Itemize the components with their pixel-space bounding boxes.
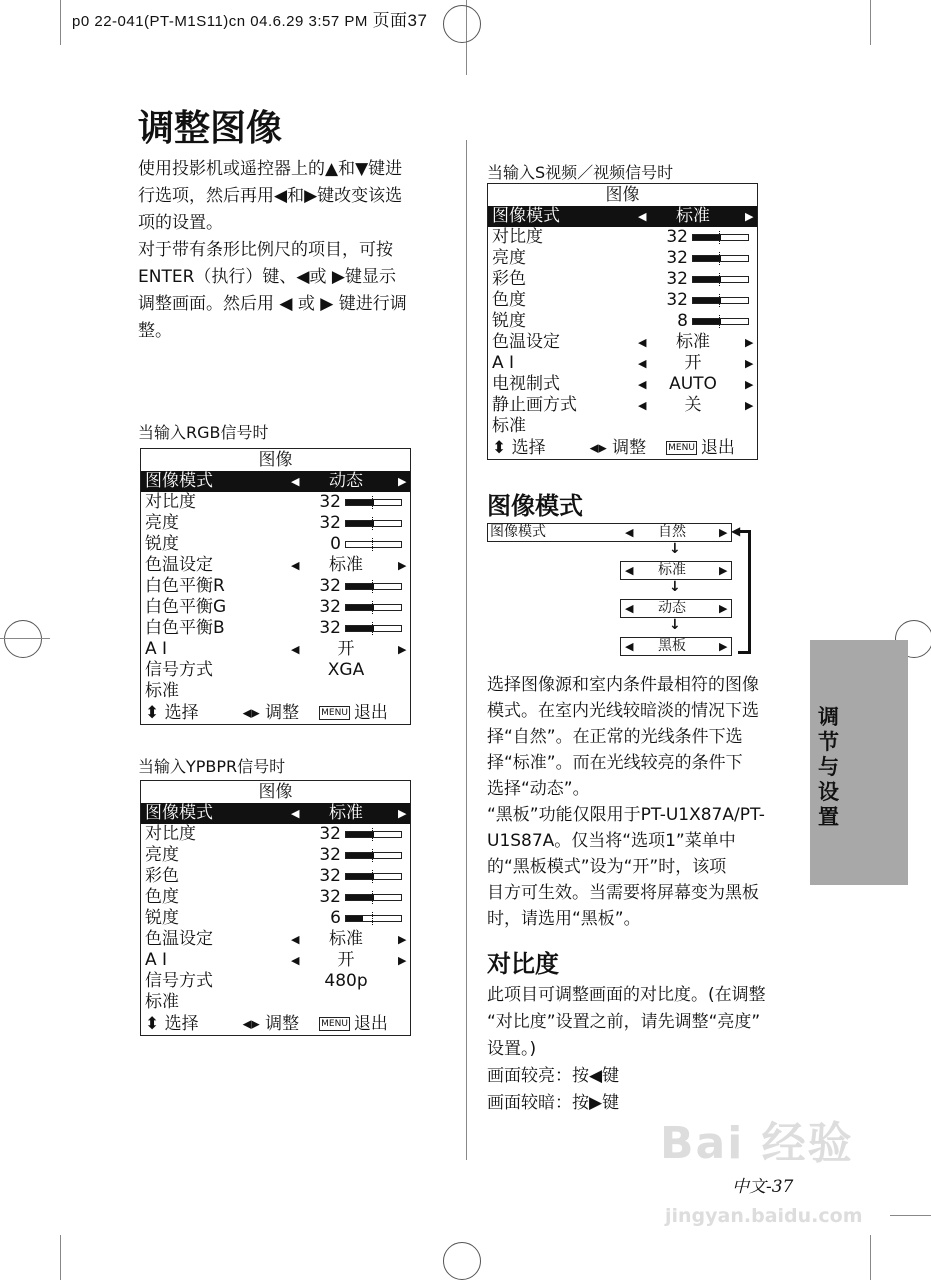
slider-center-mark bbox=[719, 231, 720, 244]
slider-fill bbox=[346, 916, 363, 921]
flow-option-box bbox=[620, 599, 732, 618]
left-arrow-icon: ◀ bbox=[638, 399, 647, 412]
slider-center-mark bbox=[719, 252, 720, 265]
side-tab-label: 调节与设置 bbox=[818, 705, 839, 829]
menu-row[interactable] bbox=[141, 824, 410, 845]
menu-row[interactable] bbox=[141, 534, 410, 555]
slider-center-mark bbox=[719, 294, 720, 307]
slider-bar bbox=[692, 297, 749, 304]
text-line: 调整画面。然后用 ◀ 或 ▶ 键进行调 bbox=[138, 294, 407, 314]
menu-row-value: 32 bbox=[319, 887, 341, 907]
left-arrow-icon: ◀ bbox=[625, 602, 634, 615]
slider-center-mark bbox=[372, 601, 373, 614]
menu-row[interactable] bbox=[141, 471, 410, 492]
text-line: 对于带有条形比例尺的项目，可按 bbox=[138, 240, 393, 260]
menu-row-label: 色温设定 bbox=[145, 555, 213, 575]
menu-row[interactable] bbox=[488, 395, 757, 416]
slider-bar bbox=[345, 499, 402, 506]
footer-adjust-label: 调整 bbox=[265, 1014, 300, 1034]
slider-bar bbox=[692, 234, 749, 241]
menu-row-value: 0 bbox=[330, 534, 341, 554]
menu-row-value: 32 bbox=[319, 845, 341, 865]
text-line: 择“自然”。在正常的光线条件下选 bbox=[487, 727, 743, 747]
menu-row-value: 动态 bbox=[329, 471, 363, 491]
up-down-icon: ⬍ bbox=[145, 703, 165, 723]
left-arrow-icon: ◀ bbox=[638, 210, 647, 223]
menu-row-label: 对比度 bbox=[145, 824, 196, 844]
menu-row[interactable] bbox=[488, 227, 757, 248]
menu-key-icon: MENU bbox=[668, 443, 695, 453]
crop-mark bbox=[60, 0, 61, 45]
text-line: 择“标准”。而在光线较亮的条件下 bbox=[487, 753, 743, 773]
slider-center-mark bbox=[372, 849, 373, 862]
menu-row[interactable] bbox=[488, 311, 757, 332]
slider-bar bbox=[345, 583, 402, 590]
footer-exit-label: 退出 bbox=[353, 1014, 388, 1034]
menu-row[interactable] bbox=[141, 513, 410, 534]
menu-row-label: 标准 bbox=[145, 992, 179, 1012]
menu-row-label: 白色平衡R bbox=[145, 576, 225, 596]
menu-row-value: 6 bbox=[330, 908, 341, 928]
down-arrow-icon: ↓ bbox=[669, 617, 681, 633]
down-arrow-icon: ↓ bbox=[669, 541, 681, 557]
slider-center-mark bbox=[372, 496, 373, 509]
slider-center-mark bbox=[719, 273, 720, 286]
right-arrow-icon: ▶ bbox=[719, 602, 728, 615]
menu-footer bbox=[488, 437, 757, 459]
right-arrow-icon: ▶ bbox=[398, 559, 407, 572]
right-arrow-icon: ▶ bbox=[745, 357, 754, 370]
menu-row-value: 32 bbox=[666, 227, 688, 247]
text-line: 选择图像源和室内条件最相符的图像 bbox=[487, 675, 759, 695]
menu-row-value: 8 bbox=[677, 311, 688, 331]
crop-mark bbox=[870, 0, 871, 45]
menu-row[interactable] bbox=[141, 660, 410, 681]
menu-row-label: 彩色 bbox=[145, 866, 179, 886]
menu-row-label: 对比度 bbox=[145, 492, 196, 512]
slider-fill bbox=[346, 626, 374, 631]
menu-row[interactable] bbox=[141, 866, 410, 887]
menu-row-value: 标准 bbox=[329, 929, 363, 949]
menu-row-value: 32 bbox=[319, 513, 341, 533]
footer-adjust-label: 调整 bbox=[265, 703, 300, 723]
menu-row[interactable] bbox=[488, 269, 757, 290]
menu-row-value: 32 bbox=[666, 248, 688, 268]
menu-row-label: A I bbox=[145, 950, 168, 970]
left-arrow-icon: ◀ bbox=[638, 378, 647, 391]
flow-option: 动态 bbox=[658, 600, 686, 616]
right-arrow-icon: ▶ bbox=[398, 933, 407, 946]
right-arrow-icon: ▶ bbox=[719, 526, 728, 539]
menu-key-icon: MENU bbox=[321, 1019, 348, 1029]
menu-row-value: 32 bbox=[319, 866, 341, 886]
menu-row-value: AUTO bbox=[669, 374, 717, 394]
crop-mark bbox=[870, 1235, 871, 1280]
menu-caption: 当输入RGB信号时 bbox=[138, 423, 269, 442]
menu-row[interactable] bbox=[141, 971, 410, 992]
left-arrow-icon: ◀ bbox=[625, 640, 634, 653]
menu-row-label: 标准 bbox=[492, 416, 526, 436]
menu-row-label: 标准 bbox=[145, 681, 179, 701]
slider-center-mark bbox=[372, 538, 373, 551]
menu-row-label: 彩色 bbox=[492, 269, 526, 289]
slider-bar bbox=[345, 873, 402, 880]
menu-row-value: 32 bbox=[666, 290, 688, 310]
left-arrow-icon: ◀ bbox=[291, 933, 300, 946]
slider-fill bbox=[346, 521, 374, 526]
slider-fill bbox=[693, 319, 721, 324]
right-arrow-icon: ▶ bbox=[398, 954, 407, 967]
menu-row[interactable] bbox=[141, 576, 410, 597]
text-line: 画面较暗：按▶键 bbox=[487, 1093, 620, 1113]
intro-text bbox=[138, 156, 458, 345]
menu-row-label: 色度 bbox=[145, 887, 179, 907]
registration-mark bbox=[443, 1242, 481, 1280]
menu-row-value: 标准 bbox=[676, 206, 710, 226]
text-line: “对比度”设置之前，请先调整“亮度” bbox=[487, 1012, 761, 1032]
slider-fill bbox=[346, 853, 374, 858]
slider-center-mark bbox=[372, 912, 373, 925]
flow-option: 标准 bbox=[658, 562, 686, 578]
left-arrow-icon: ◀ bbox=[291, 807, 300, 820]
menu-row-label: 信号方式 bbox=[145, 971, 213, 991]
print-info: p0 22-041(PT-M1S11)cn 04.6.29 3:57 PM bbox=[72, 13, 368, 30]
slider-center-mark bbox=[719, 315, 720, 328]
slider-center-mark bbox=[372, 870, 373, 883]
menu-row[interactable] bbox=[488, 290, 757, 311]
menu-row-label: 静止画方式 bbox=[492, 395, 577, 415]
ypbpr-image-menu bbox=[140, 780, 411, 1036]
menu-row-label: A I bbox=[492, 353, 515, 373]
menu-row[interactable] bbox=[141, 681, 410, 702]
loop-back-arrow bbox=[738, 530, 751, 654]
text-line: 行选项，然后再用◀和▶键改变该选 bbox=[138, 186, 403, 206]
menu-row-label: 对比度 bbox=[492, 227, 543, 247]
menu-row-value: 32 bbox=[319, 492, 341, 512]
slider-center-mark bbox=[372, 580, 373, 593]
footer-select-label: 选择 bbox=[164, 1014, 199, 1034]
text-line: 画面较亮：按◀键 bbox=[487, 1066, 620, 1086]
slider-fill bbox=[693, 235, 721, 240]
menu-row-value: 标准 bbox=[676, 332, 710, 352]
left-arrow-icon: ◀ bbox=[291, 475, 300, 488]
menu-title: 图像 bbox=[258, 450, 293, 470]
right-arrow-icon: ▶ bbox=[745, 210, 754, 223]
text-line: 使用投影机或遥控器上的▲和▼键进 bbox=[138, 159, 403, 179]
menu-row[interactable] bbox=[488, 416, 757, 437]
slider-fill bbox=[346, 895, 374, 900]
crop-mark bbox=[890, 1215, 931, 1216]
menu-row-label: 色温设定 bbox=[145, 929, 213, 949]
slider-fill bbox=[693, 256, 721, 261]
flow-start-box bbox=[487, 523, 732, 542]
menu-title: 图像 bbox=[258, 782, 293, 802]
menu-row-label: 亮度 bbox=[145, 845, 179, 865]
slider-bar bbox=[345, 852, 402, 859]
slider-fill bbox=[346, 584, 374, 589]
menu-row-value: 32 bbox=[319, 618, 341, 638]
slider-center-mark bbox=[372, 828, 373, 841]
menu-row-value: 32 bbox=[319, 824, 341, 844]
menu-row[interactable] bbox=[141, 929, 410, 950]
section-heading-contrast: 对比度 bbox=[487, 950, 559, 978]
slider-bar bbox=[345, 915, 402, 922]
svideo-image-menu bbox=[487, 183, 758, 460]
slider-center-mark bbox=[372, 517, 373, 530]
right-arrow-icon: ▶ bbox=[398, 475, 407, 488]
up-down-icon: ⬍ bbox=[492, 438, 512, 458]
crop-mark bbox=[60, 1235, 61, 1280]
side-tab bbox=[810, 640, 908, 885]
menu-title: 图像 bbox=[605, 185, 640, 205]
right-arrow-icon: ▶ bbox=[719, 564, 728, 577]
slider-center-mark bbox=[372, 622, 373, 635]
slider-bar bbox=[345, 520, 402, 527]
menu-row-value: 32 bbox=[319, 597, 341, 617]
right-arrow-icon: ▶ bbox=[719, 640, 728, 653]
menu-row[interactable] bbox=[488, 353, 757, 374]
menu-row[interactable] bbox=[488, 332, 757, 353]
menu-row-value: 开 bbox=[337, 950, 355, 970]
left-right-icon: ◂▸ bbox=[242, 703, 266, 723]
footer-exit-label: 退出 bbox=[353, 703, 388, 723]
menu-row[interactable] bbox=[141, 950, 410, 971]
right-arrow-icon: ▶ bbox=[398, 643, 407, 656]
text-line: 的“黑板模式”设为“开”时，该项 bbox=[487, 857, 727, 877]
left-arrow-icon: ◀ bbox=[638, 336, 647, 349]
menu-caption: 当输入YPBPR信号时 bbox=[138, 757, 286, 776]
text-line: 模式。在室内光线较暗淡的情况下选 bbox=[487, 701, 759, 721]
left-right-icon: ◂▸ bbox=[242, 1014, 266, 1034]
slider-bar bbox=[692, 276, 749, 283]
footer-select-label: 选择 bbox=[511, 438, 546, 458]
slider-fill bbox=[693, 298, 721, 303]
text-line: 此项目可调整画面的对比度。(在调整 bbox=[487, 985, 766, 1005]
text-line: U1S87A。仅当将“选项1”菜单中 bbox=[487, 831, 736, 851]
menu-row-label: 图像模式 bbox=[145, 471, 213, 491]
slider-bar bbox=[345, 831, 402, 838]
slider-bar bbox=[345, 625, 402, 632]
menu-row[interactable] bbox=[141, 555, 410, 576]
column-divider bbox=[466, 140, 467, 1160]
contrast-description bbox=[487, 982, 807, 1117]
menu-row-label: 图像模式 bbox=[492, 206, 560, 226]
right-arrow-icon: ▶ bbox=[398, 807, 407, 820]
text-line: 时，请选用“黑板”。 bbox=[487, 909, 641, 929]
left-arrow-icon: ◀ bbox=[291, 954, 300, 967]
page-label: 页面37 bbox=[372, 11, 428, 30]
text-line: 选择“动态”。 bbox=[487, 779, 590, 799]
slider-bar bbox=[345, 604, 402, 611]
menu-row-value: 32 bbox=[666, 269, 688, 289]
menu-row-label: 色度 bbox=[492, 290, 526, 310]
slider-bar bbox=[692, 318, 749, 325]
menu-row-label: 电视制式 bbox=[492, 374, 560, 394]
menu-row-value: 32 bbox=[319, 576, 341, 596]
text-line: 设置。) bbox=[487, 1039, 537, 1059]
menu-footer bbox=[141, 702, 410, 724]
menu-row-value: 标准 bbox=[329, 803, 363, 823]
registration-mark bbox=[4, 620, 42, 658]
menu-row-label: 亮度 bbox=[145, 513, 179, 533]
menu-row-value: 标准 bbox=[329, 555, 363, 575]
right-arrow-icon: ▶ bbox=[745, 399, 754, 412]
menu-row-value: 关 bbox=[684, 395, 702, 415]
menu-row-label: 亮度 bbox=[492, 248, 526, 268]
picture-mode-description bbox=[487, 672, 807, 932]
arrow-head-icon: ◀ bbox=[731, 524, 741, 538]
text-line: 目方可生效。当需要将屏幕变为黑板 bbox=[487, 883, 759, 903]
flow-label: 图像模式 bbox=[490, 524, 546, 540]
menu-row-value: 480p bbox=[324, 971, 368, 991]
page-number: 中文-37 bbox=[732, 1177, 794, 1197]
left-arrow-icon: ◀ bbox=[638, 357, 647, 370]
text-line: 整。 bbox=[138, 321, 172, 341]
watermark-logo: Bai 经验 bbox=[660, 1118, 854, 1169]
footer-adjust-label: 调整 bbox=[612, 438, 647, 458]
up-down-icon: ⬍ bbox=[145, 1014, 165, 1034]
slider-bar bbox=[692, 255, 749, 262]
footer-select-label: 选择 bbox=[164, 703, 199, 723]
print-header bbox=[72, 6, 427, 31]
menu-row[interactable] bbox=[141, 887, 410, 908]
left-arrow-icon: ◀ bbox=[625, 564, 634, 577]
menu-row-value: XGA bbox=[327, 660, 365, 680]
menu-row[interactable] bbox=[488, 206, 757, 227]
menu-footer bbox=[141, 1013, 410, 1035]
menu-row-label: 锐度 bbox=[492, 311, 526, 331]
flow-option: 黑板 bbox=[658, 638, 686, 654]
flow-option-box bbox=[620, 561, 732, 580]
page-title: 调整图像 bbox=[138, 108, 283, 149]
crop-mark bbox=[0, 638, 50, 639]
left-arrow-icon: ◀ bbox=[291, 643, 300, 656]
left-arrow-icon: ◀ bbox=[625, 526, 634, 539]
menu-caption: 当输入S视频／视频信号时 bbox=[487, 163, 674, 182]
menu-row-label: 图像模式 bbox=[145, 803, 213, 823]
text-line: ENTER（执行）键、◀或 ▶键显示 bbox=[138, 267, 396, 287]
rgb-image-menu bbox=[140, 448, 411, 725]
menu-row-value: 开 bbox=[337, 639, 355, 659]
menu-row-label: 信号方式 bbox=[145, 660, 213, 680]
right-arrow-icon: ▶ bbox=[745, 378, 754, 391]
flow-option: 自然 bbox=[658, 524, 686, 540]
text-line: “黑板”功能仅限用于PT-U1X87A/PT- bbox=[487, 805, 765, 825]
slider-fill bbox=[693, 277, 721, 282]
menu-row-label: 锐度 bbox=[145, 908, 179, 928]
section-heading-picture-mode: 图像模式 bbox=[487, 492, 583, 520]
slider-fill bbox=[346, 605, 374, 610]
left-arrow-icon: ◀ bbox=[291, 559, 300, 572]
text-line: 项的设置。 bbox=[138, 213, 223, 233]
down-arrow-icon: ↓ bbox=[669, 579, 681, 595]
watermark-url: jingyan.baidu.com bbox=[665, 1205, 863, 1227]
menu-row-label: 锐度 bbox=[145, 534, 179, 554]
menu-row-label: A I bbox=[145, 639, 168, 659]
slider-bar bbox=[345, 541, 402, 548]
slider-fill bbox=[346, 874, 374, 879]
right-arrow-icon: ▶ bbox=[745, 336, 754, 349]
menu-row[interactable] bbox=[141, 618, 410, 639]
flow-option-box bbox=[620, 637, 732, 656]
slider-center-mark bbox=[372, 891, 373, 904]
menu-row[interactable] bbox=[141, 492, 410, 513]
slider-bar bbox=[345, 894, 402, 901]
menu-row-label: 色温设定 bbox=[492, 332, 560, 352]
left-right-icon: ◂▸ bbox=[589, 438, 613, 458]
menu-row-label: 白色平衡G bbox=[145, 597, 227, 617]
menu-row[interactable] bbox=[141, 908, 410, 929]
footer-exit-label: 退出 bbox=[700, 438, 735, 458]
slider-fill bbox=[346, 500, 374, 505]
menu-row[interactable] bbox=[488, 374, 757, 395]
menu-row[interactable] bbox=[488, 248, 757, 269]
registration-mark bbox=[443, 5, 481, 43]
menu-row-label: 白色平衡B bbox=[145, 618, 225, 638]
menu-row[interactable] bbox=[141, 597, 410, 618]
menu-row[interactable] bbox=[141, 803, 410, 824]
menu-row-value: 开 bbox=[684, 353, 702, 373]
menu-row[interactable] bbox=[141, 639, 410, 660]
slider-fill bbox=[346, 832, 374, 837]
menu-key-icon: MENU bbox=[321, 708, 348, 718]
menu-row[interactable] bbox=[141, 845, 410, 866]
menu-row[interactable] bbox=[141, 992, 410, 1013]
